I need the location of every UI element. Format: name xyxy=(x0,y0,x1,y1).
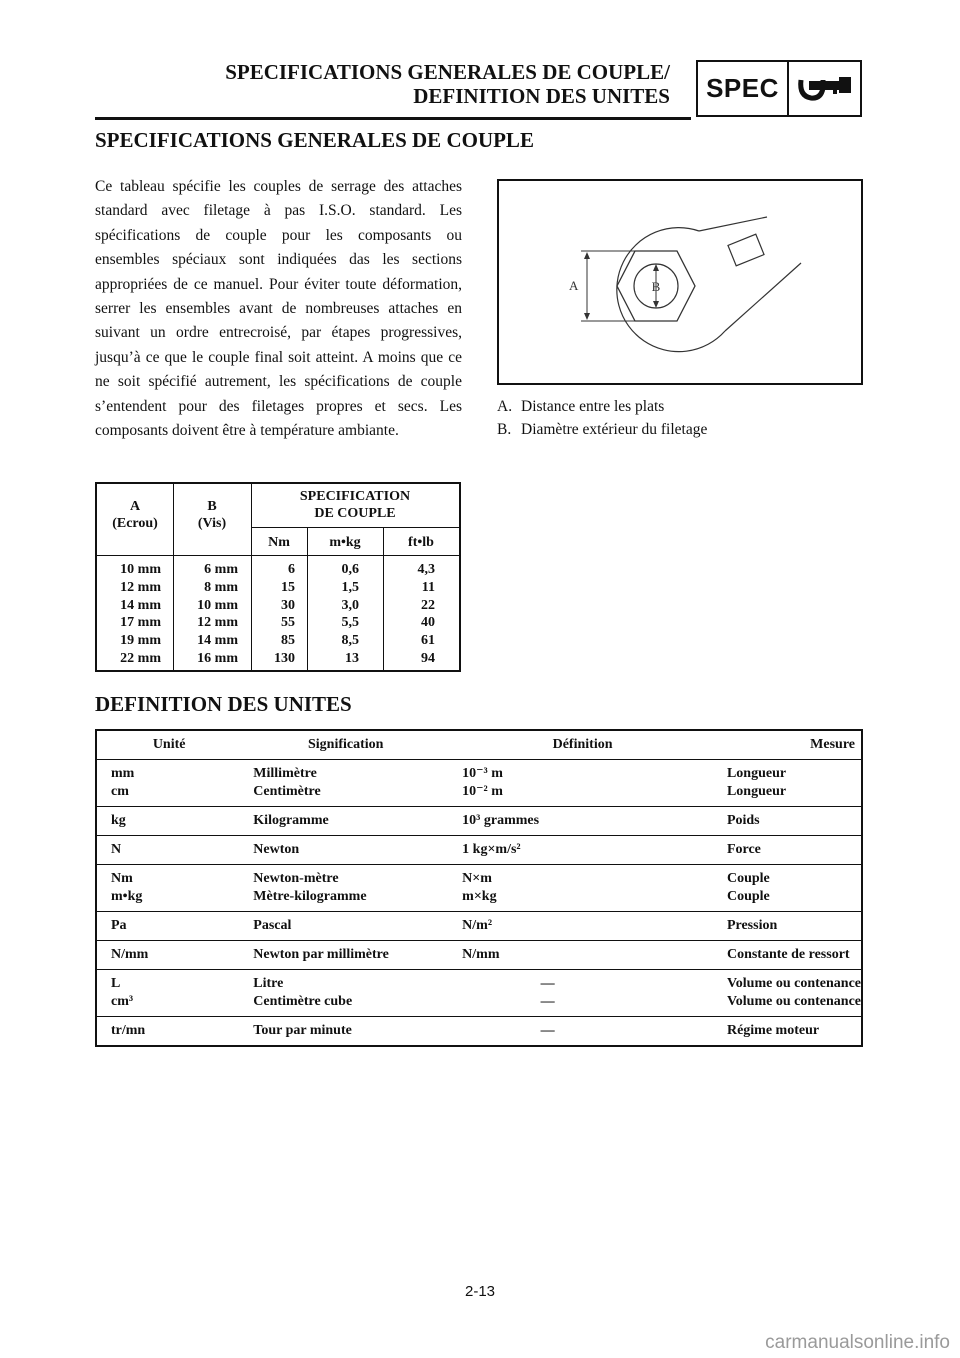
unit-cell: L cm³ xyxy=(96,970,241,1017)
measure-cell: Couple Couple xyxy=(715,865,862,912)
unit-cell: mm cm xyxy=(96,760,241,807)
measure-cell: Régime moteur xyxy=(715,1017,862,1047)
torque-intro-paragraph: Ce tableau spécifie les couples de serrage des attaches standard avec filetage à pas I.S.O. standard. Les spécifications de couple pour les composants ou ensembles spéciaux sont indiquées das les sections appropriées de ce manuel. Pour éviter toute déformation, serrer les ensembles avant de nombreuses attaches en suivant un ordre entrecroisé, par étapes progressives, jusqu’à ce que le couple final soit atteint. A moins que ce ne soit spécifié autrement, les spécifications de couple s’entendent pour des filetages propres et secs. Les composants doivent être à température ambiante. xyxy=(95,178,462,440)
figure-label-b: B xyxy=(651,279,661,294)
header-title xyxy=(225,60,670,108)
definition-cell: N/mm xyxy=(450,941,715,970)
spec-badge-label: SPEC xyxy=(698,62,789,115)
meaning-cell: Millimètre Centimètre xyxy=(241,760,450,807)
table-row xyxy=(96,760,862,807)
meaning-cell: Newton-mètre Mètre-kilogramme xyxy=(241,865,450,912)
wrench-gauge-icon xyxy=(789,62,860,115)
meaning-cell: Litre Centimètre cube xyxy=(241,970,450,1017)
watermark: carmanualsonline.info xyxy=(765,1332,950,1353)
legend-letter: B. xyxy=(497,420,512,438)
unit-cell: Nm m•kg xyxy=(96,865,241,912)
definition-cell: — xyxy=(450,1017,715,1047)
header-rule xyxy=(95,117,691,120)
nut-sizes-column: 10 mm 12 mm 14 mm 17 mm 19 mm 22 mm xyxy=(120,562,161,666)
header-meaning: Signification xyxy=(241,730,450,760)
unit-cell: N/mm xyxy=(96,941,241,970)
header-title-line1: SPECIFICATIONS GENERALES DE COUPLE/ xyxy=(225,60,670,84)
unit-cell: N xyxy=(96,836,241,865)
mkg-values-column: 0,6 1,5 3,0 5,5 8,5 13 xyxy=(341,562,359,666)
figure-label-a: A xyxy=(569,278,579,293)
section-heading-units: DEFINITION DES UNITES xyxy=(95,692,352,716)
meaning-cell: Kilogramme xyxy=(241,807,450,836)
bolt-sizes-column: 6 mm 8 mm 10 mm 12 mm 14 mm 16 mm xyxy=(197,562,238,666)
table-header-row xyxy=(96,730,862,760)
measure-cell: Force xyxy=(715,836,862,865)
nut-wrench-figure xyxy=(497,179,863,385)
measure-cell: Poids xyxy=(715,807,862,836)
definition-cell: 10⁻³ m 10⁻² m xyxy=(450,760,715,807)
legend-item xyxy=(497,396,707,419)
definition-cell: 1 kg×m/s² xyxy=(450,836,715,865)
table-row xyxy=(96,941,862,970)
measure-cell: Longueur Longueur xyxy=(715,760,862,807)
meaning-cell: Pascal xyxy=(241,912,450,941)
header-title-line2: DEFINITION DES UNITES xyxy=(413,84,670,108)
legend-letter: A. xyxy=(497,398,513,415)
definition-cell: N×m m×kg xyxy=(450,865,715,912)
table-row xyxy=(96,807,862,836)
measure-cell: Constante de ressort xyxy=(715,941,862,970)
torque-spec-table xyxy=(95,482,461,672)
definition-cell: — — xyxy=(450,970,715,1017)
column-group-torque: SPECIFICATION DE COUPLE xyxy=(299,489,411,521)
meaning-cell: Tour par minute xyxy=(241,1017,450,1047)
table-row xyxy=(96,912,862,941)
ftlb-values-column: 4,3 11 22 40 61 94 xyxy=(417,562,435,666)
definition-cell: N/m² xyxy=(450,912,715,941)
table-row xyxy=(96,865,862,912)
nm-values-column: 6 15 30 55 85 130 xyxy=(274,562,295,666)
header-measure: Mesure xyxy=(715,730,862,760)
unit-cell: kg xyxy=(96,807,241,836)
meaning-cell: Newton par millimètre xyxy=(241,941,450,970)
definition-cell: 10³ grammes xyxy=(450,807,715,836)
spec-badge xyxy=(696,60,862,117)
table-row xyxy=(96,1017,862,1047)
measure-cell: Volume ou contenance Volume ou contenance xyxy=(715,970,862,1017)
section-heading-torque: SPECIFICATIONS GENERALES DE COUPLE xyxy=(95,128,534,152)
wrench-diagram xyxy=(499,181,861,383)
meaning-cell: Newton xyxy=(241,836,450,865)
header-unit: Unité xyxy=(96,730,241,760)
unit-definition-table xyxy=(95,729,863,1047)
page-number: 2-13 xyxy=(464,1283,496,1300)
legend-text: Distance entre les plats xyxy=(521,398,665,415)
measure-cell: Pression xyxy=(715,912,862,941)
header-definition: Définition xyxy=(450,730,715,760)
unit-header-mkg: m•kg xyxy=(329,535,361,550)
table-row xyxy=(96,970,862,1017)
legend-item xyxy=(497,419,707,442)
unit-header-nm: Nm xyxy=(268,535,290,550)
figure-legend xyxy=(497,396,707,441)
unit-cell: tr/mn xyxy=(96,1017,241,1047)
table-row xyxy=(96,836,862,865)
column-header-b: B (Vis) xyxy=(197,499,227,531)
legend-text: Diamètre extérieur du filetage xyxy=(521,420,708,438)
unit-header-ftlb: ft•lb xyxy=(408,535,434,550)
unit-cell: Pa xyxy=(96,912,241,941)
column-header-a: A (Ecrou) xyxy=(112,499,158,531)
